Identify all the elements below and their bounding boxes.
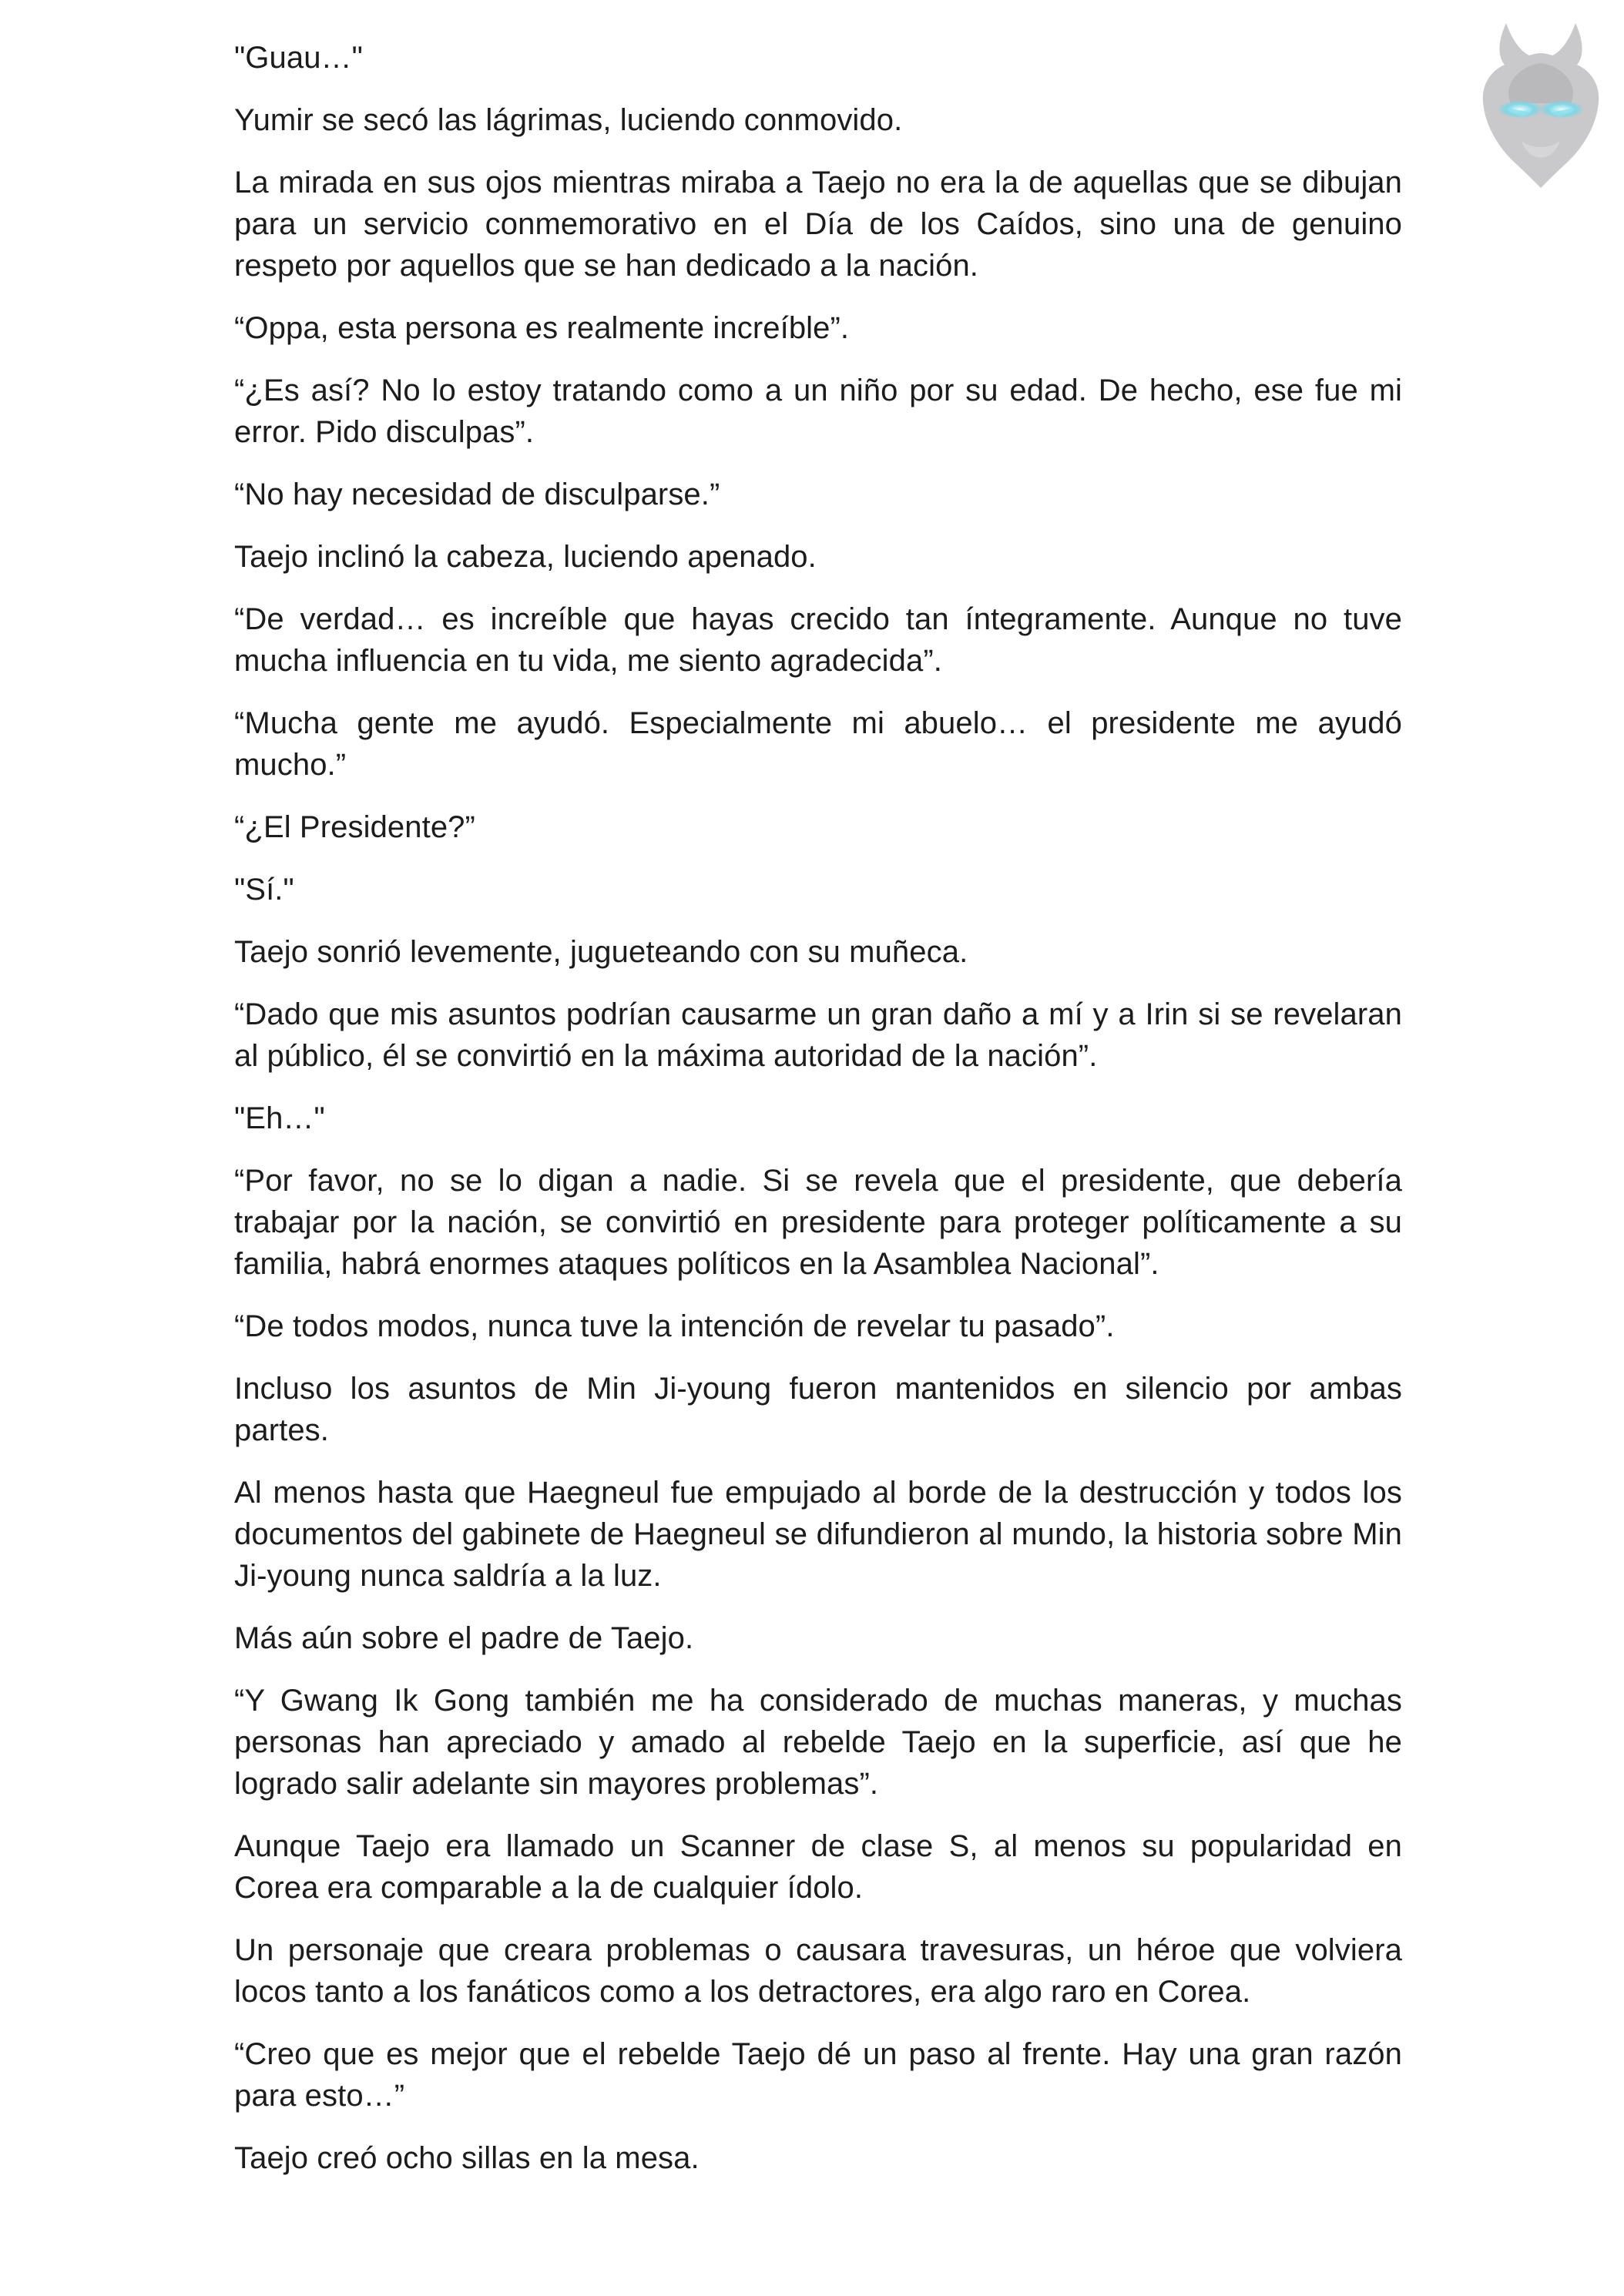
paragraph: Aunque Taejo era llamado un Scanner de clase S, al menos su popularidad en Corea era comparable a la de cualquier ídolo.	[234, 1829, 1402, 1905]
paragraph: Un personaje que creara problemas o causara travesuras, un héroe que volviera locos tanto a los fanáticos como a los detractores, era algo raro en Corea.	[234, 1933, 1402, 2009]
paragraph: “De verdad… es increíble que hayas crecido tan íntegramente. Aunque no tuve mucha influencia en tu vida, me siento agradecida”.	[234, 602, 1402, 678]
paragraph: "Eh…"	[234, 1101, 325, 1135]
paragraph: “Por favor, no se lo digan a nadie. Si se revela que el presidente, que debería trabajar por la nación, se convirtió en presidente para proteger políticamente a su familia, habrá enormes ataques políticos en la Asamblea Nacional”.	[234, 1164, 1402, 1281]
paragraph: “Oppa, esta persona es realmente increíble”.	[234, 311, 850, 345]
paragraph: “No hay necesidad de disculparse.”	[234, 478, 720, 511]
document-body	[234, 37, 1402, 2200]
paragraph: "Guau…"	[234, 41, 363, 75]
demon-head-icon	[1468, 17, 1614, 194]
paragraph: Taejo creó ocho sillas en la mesa.	[234, 2141, 700, 2175]
paragraph: La mirada en sus ojos mientras miraba a Taejo no era la de aquellas que se dibujan para un servicio conmemorativo en el Día de los Caídos, sino una de genuino respeto por aquellos que se han dedicado a la nación.	[234, 166, 1402, 283]
paragraph: Incluso los asuntos de Min Ji-young fueron mantenidos en silencio por ambas partes.	[234, 1372, 1402, 1447]
paragraph: Al menos hasta que Haegneul fue empujado al borde de la destrucción y todos los documentos del gabinete de Haegneul se difundieron al mundo, la historia sobre Min Ji-young nunca saldría a la luz.	[234, 1476, 1402, 1593]
paragraph: “Y Gwang Ik Gong también me ha considerado de muchas maneras, y muchas personas han apreciado y amado al rebelde Taejo en la superficie, así que he logrado salir adelante sin mayores problemas”.	[234, 1684, 1402, 1801]
paragraph: "Sí."	[234, 873, 294, 907]
paragraph: Más aún sobre el padre de Taejo.	[234, 1621, 694, 1655]
paragraph: “¿Es así? No lo estoy tratando como a un niño por su edad. De hecho, ese fue mi error. Pido disculpas”.	[234, 374, 1402, 449]
paragraph: Taejo inclinó la cabeza, luciendo apenado.	[234, 540, 817, 574]
paragraph: Taejo sonrió levemente, jugueteando con su muñeca.	[234, 935, 968, 969]
paragraph: Yumir se secó las lágrimas, luciendo conmovido.	[234, 103, 903, 137]
paragraph: “De todos modos, nunca tuve la intención de revelar tu pasado”.	[234, 1309, 1115, 1343]
paragraph: “¿El Presidente?”	[234, 810, 475, 844]
paragraph: “Mucha gente me ayudó. Especialmente mi abuelo… el presidente me ayudó mucho.”	[234, 706, 1402, 782]
paragraph: “Creo que es mejor que el rebelde Taejo dé un paso al frente. Hay una gran razón para esto…”	[234, 2037, 1402, 2113]
paragraph: “Dado que mis asuntos podrían causarme un gran daño a mí y a Irin si se revelaran al público, él se convirtió en la máxima autoridad de la nación”.	[234, 997, 1402, 1073]
